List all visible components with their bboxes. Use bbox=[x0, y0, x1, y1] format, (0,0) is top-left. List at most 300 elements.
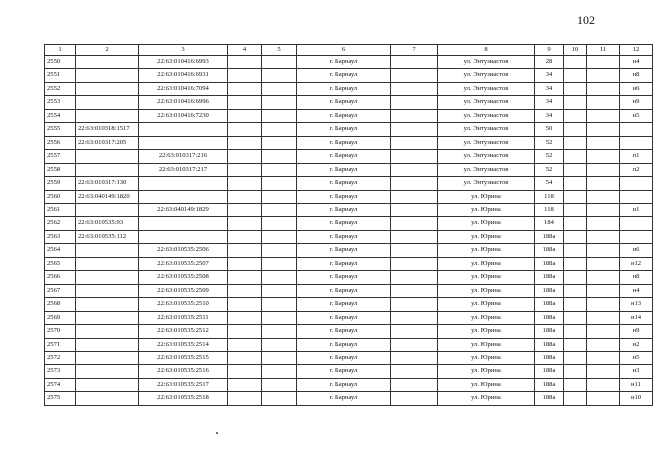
empty-cell bbox=[262, 123, 297, 136]
house-number-cell: 52 bbox=[535, 163, 564, 176]
empty-cell bbox=[587, 271, 620, 284]
city-cell: г. Барнаул bbox=[297, 365, 391, 378]
city-cell: г. Барнаул bbox=[297, 284, 391, 297]
room-cell bbox=[620, 177, 653, 190]
empty-cell bbox=[228, 136, 262, 149]
empty-cell bbox=[391, 109, 438, 122]
city-cell: г. Барнаул bbox=[297, 230, 391, 243]
city-cell: г. Барнаул bbox=[297, 109, 391, 122]
premises-number-cell: 22:63:010535:2512 bbox=[139, 325, 228, 338]
empty-cell bbox=[262, 136, 297, 149]
empty-cell bbox=[587, 257, 620, 270]
empty-cell bbox=[228, 392, 262, 405]
street-cell: ул. Юрина bbox=[438, 244, 535, 257]
room-cell: н3 bbox=[620, 365, 653, 378]
empty-cell bbox=[564, 69, 587, 82]
table-row bbox=[45, 56, 653, 69]
row-number-cell: 2562 bbox=[45, 217, 76, 230]
parcel-number-cell bbox=[76, 163, 139, 176]
room-cell: н11 bbox=[620, 378, 653, 391]
table-row bbox=[45, 82, 653, 95]
street-cell: ул. Юрина bbox=[438, 217, 535, 230]
house-number-cell: 188а bbox=[535, 230, 564, 243]
empty-cell bbox=[228, 82, 262, 95]
empty-cell bbox=[587, 392, 620, 405]
empty-cell bbox=[228, 257, 262, 270]
street-cell: ул. Юрина bbox=[438, 257, 535, 270]
registry-table-wrapper bbox=[44, 44, 653, 406]
empty-cell bbox=[391, 378, 438, 391]
room-cell: н4 bbox=[620, 56, 653, 69]
empty-cell bbox=[228, 217, 262, 230]
city-cell: г. Барнаул bbox=[297, 244, 391, 257]
empty-cell bbox=[587, 311, 620, 324]
parcel-number-cell bbox=[76, 325, 139, 338]
table-row bbox=[45, 338, 653, 351]
parcel-number-cell: 22:63:010317:205 bbox=[76, 136, 139, 149]
column-header: 3 bbox=[139, 45, 228, 56]
empty-cell bbox=[228, 351, 262, 364]
empty-cell bbox=[564, 56, 587, 69]
premises-number-cell: 22:63:010416:6996 bbox=[139, 96, 228, 109]
room-cell: н9 bbox=[620, 96, 653, 109]
empty-cell bbox=[587, 217, 620, 230]
parcel-number-cell: 22:63:040149:1820 bbox=[76, 190, 139, 203]
parcel-number-cell bbox=[76, 109, 139, 122]
parcel-number-cell bbox=[76, 150, 139, 163]
premises-number-cell: 22:63:010416:6931 bbox=[139, 69, 228, 82]
city-cell: г. Барнаул bbox=[297, 177, 391, 190]
room-cell bbox=[620, 123, 653, 136]
parcel-number-cell bbox=[76, 311, 139, 324]
parcel-number-cell: 22:63:010317:130 bbox=[76, 177, 139, 190]
empty-cell bbox=[564, 217, 587, 230]
street-cell: ул. Энтузиастов bbox=[438, 177, 535, 190]
table-row bbox=[45, 96, 653, 109]
house-number-cell: 50 bbox=[535, 123, 564, 136]
street-cell: ул. Юрина bbox=[438, 230, 535, 243]
empty-cell bbox=[587, 284, 620, 297]
house-number-cell: 118 bbox=[535, 203, 564, 216]
city-cell: г. Барнаул bbox=[297, 257, 391, 270]
premises-number-cell: 22:63:010317:217 bbox=[139, 163, 228, 176]
table-row bbox=[45, 177, 653, 190]
street-cell: ул. Юрина bbox=[438, 190, 535, 203]
empty-cell bbox=[228, 298, 262, 311]
column-header: 7 bbox=[391, 45, 438, 56]
premises-number-cell: 22:63:010416:7094 bbox=[139, 82, 228, 95]
premises-number-cell: 22:63:010535:2508 bbox=[139, 271, 228, 284]
table-row bbox=[45, 123, 653, 136]
empty-cell bbox=[587, 56, 620, 69]
house-number-cell: 34 bbox=[535, 109, 564, 122]
room-cell bbox=[620, 136, 653, 149]
empty-cell bbox=[564, 351, 587, 364]
empty-cell bbox=[587, 325, 620, 338]
empty-cell bbox=[587, 69, 620, 82]
table-row bbox=[45, 109, 653, 122]
row-number-cell: 2552 bbox=[45, 82, 76, 95]
empty-cell bbox=[391, 163, 438, 176]
empty-cell bbox=[262, 257, 297, 270]
empty-cell bbox=[564, 230, 587, 243]
table-row bbox=[45, 69, 653, 82]
empty-cell bbox=[262, 244, 297, 257]
empty-cell bbox=[391, 150, 438, 163]
empty-cell bbox=[587, 351, 620, 364]
empty-cell bbox=[391, 136, 438, 149]
premises-number-cell: 22:63:010416:7230 bbox=[139, 109, 228, 122]
empty-cell bbox=[391, 217, 438, 230]
house-number-cell: 188а bbox=[535, 298, 564, 311]
premises-number-cell bbox=[139, 230, 228, 243]
empty-cell bbox=[587, 338, 620, 351]
premises-number-cell bbox=[139, 123, 228, 136]
empty-cell bbox=[587, 298, 620, 311]
parcel-number-cell bbox=[76, 96, 139, 109]
premises-number-cell bbox=[139, 136, 228, 149]
empty-cell bbox=[587, 230, 620, 243]
table-row bbox=[45, 257, 653, 270]
parcel-number-cell bbox=[76, 203, 139, 216]
premises-number-cell: 22:63:010535:2514 bbox=[139, 338, 228, 351]
registry-table bbox=[44, 44, 653, 406]
row-number-cell: 2555 bbox=[45, 123, 76, 136]
empty-cell bbox=[262, 378, 297, 391]
street-cell: ул. Энтузиастов bbox=[438, 123, 535, 136]
empty-cell bbox=[262, 56, 297, 69]
house-number-cell: 28 bbox=[535, 56, 564, 69]
empty-cell bbox=[228, 230, 262, 243]
empty-cell bbox=[564, 298, 587, 311]
empty-cell bbox=[564, 96, 587, 109]
empty-cell bbox=[587, 136, 620, 149]
empty-cell bbox=[564, 325, 587, 338]
empty-cell bbox=[262, 325, 297, 338]
table-row bbox=[45, 150, 653, 163]
parcel-number-cell bbox=[76, 338, 139, 351]
room-cell: н14 bbox=[620, 311, 653, 324]
empty-cell bbox=[228, 271, 262, 284]
empty-cell bbox=[587, 163, 620, 176]
empty-cell bbox=[564, 271, 587, 284]
street-cell: ул. Энтузиастов bbox=[438, 96, 535, 109]
parcel-number-cell bbox=[76, 56, 139, 69]
empty-cell bbox=[228, 109, 262, 122]
empty-cell bbox=[564, 365, 587, 378]
city-cell: г. Барнаул bbox=[297, 271, 391, 284]
row-number-cell: 2550 bbox=[45, 56, 76, 69]
premises-number-cell: 22:63:040149:1829 bbox=[139, 203, 228, 216]
room-cell bbox=[620, 230, 653, 243]
row-number-cell: 2568 bbox=[45, 298, 76, 311]
table-row bbox=[45, 325, 653, 338]
city-cell: г. Барнаул bbox=[297, 163, 391, 176]
table-row bbox=[45, 163, 653, 176]
empty-cell bbox=[262, 69, 297, 82]
street-cell: ул. Энтузиастов bbox=[438, 69, 535, 82]
empty-cell bbox=[564, 163, 587, 176]
parcel-number-cell bbox=[76, 392, 139, 405]
row-number-cell: 2575 bbox=[45, 392, 76, 405]
empty-cell bbox=[228, 203, 262, 216]
table-row bbox=[45, 190, 653, 203]
empty-cell bbox=[262, 163, 297, 176]
row-number-cell: 2557 bbox=[45, 150, 76, 163]
empty-cell bbox=[228, 365, 262, 378]
empty-cell bbox=[228, 123, 262, 136]
empty-cell bbox=[391, 230, 438, 243]
header-row bbox=[45, 45, 653, 56]
room-cell bbox=[620, 190, 653, 203]
room-cell: н9 bbox=[620, 325, 653, 338]
premises-number-cell: 22:63:010535:2507 bbox=[139, 257, 228, 270]
street-cell: ул. Энтузиастов bbox=[438, 136, 535, 149]
empty-cell bbox=[228, 150, 262, 163]
premises-number-cell: 22:63:010535:2517 bbox=[139, 378, 228, 391]
row-number-cell: 2565 bbox=[45, 257, 76, 270]
house-number-cell: 188а bbox=[535, 271, 564, 284]
empty-cell bbox=[391, 311, 438, 324]
city-cell: г. Барнаул bbox=[297, 82, 391, 95]
parcel-number-cell: 22:63:010535:93 bbox=[76, 217, 139, 230]
table-row bbox=[45, 311, 653, 324]
house-number-cell: 188а bbox=[535, 284, 564, 297]
column-header: 1 bbox=[45, 45, 76, 56]
city-cell: г. Барнаул bbox=[297, 56, 391, 69]
row-number-cell: 2556 bbox=[45, 136, 76, 149]
empty-cell bbox=[564, 378, 587, 391]
premises-number-cell: 22:63:010535:2506 bbox=[139, 244, 228, 257]
row-number-cell: 2554 bbox=[45, 109, 76, 122]
street-cell: ул. Энтузиастов bbox=[438, 56, 535, 69]
row-number-cell: 2564 bbox=[45, 244, 76, 257]
empty-cell bbox=[391, 177, 438, 190]
column-header: 2 bbox=[76, 45, 139, 56]
row-number-cell: 2558 bbox=[45, 163, 76, 176]
house-number-cell: 188а bbox=[535, 365, 564, 378]
column-header: 6 bbox=[297, 45, 391, 56]
empty-cell bbox=[564, 150, 587, 163]
empty-cell bbox=[391, 203, 438, 216]
empty-cell bbox=[391, 69, 438, 82]
empty-cell bbox=[262, 217, 297, 230]
empty-cell bbox=[228, 378, 262, 391]
city-cell: г. Барнаул bbox=[297, 203, 391, 216]
column-header: 5 bbox=[262, 45, 297, 56]
empty-cell bbox=[564, 392, 587, 405]
empty-cell bbox=[262, 82, 297, 95]
empty-cell bbox=[564, 244, 587, 257]
empty-cell bbox=[564, 311, 587, 324]
house-number-cell: 188а bbox=[535, 392, 564, 405]
empty-cell bbox=[262, 284, 297, 297]
table-row bbox=[45, 217, 653, 230]
parcel-number-cell bbox=[76, 351, 139, 364]
empty-cell bbox=[564, 177, 587, 190]
empty-cell bbox=[391, 351, 438, 364]
house-number-cell: 188а bbox=[535, 338, 564, 351]
street-cell: ул. Энтузиастов bbox=[438, 150, 535, 163]
street-cell: ул. Юрина bbox=[438, 203, 535, 216]
premises-number-cell: 22:63:010535:2511 bbox=[139, 311, 228, 324]
table-row bbox=[45, 284, 653, 297]
room-cell: н4 bbox=[620, 284, 653, 297]
row-number-cell: 2563 bbox=[45, 230, 76, 243]
parcel-number-cell bbox=[76, 271, 139, 284]
empty-cell bbox=[391, 257, 438, 270]
city-cell: г. Барнаул bbox=[297, 217, 391, 230]
column-header: 12 bbox=[620, 45, 653, 56]
house-number-cell: 54 bbox=[535, 177, 564, 190]
table-row bbox=[45, 271, 653, 284]
empty-cell bbox=[587, 244, 620, 257]
parcel-number-cell bbox=[76, 69, 139, 82]
table-row bbox=[45, 365, 653, 378]
city-cell: г. Барнаул bbox=[297, 351, 391, 364]
empty-cell bbox=[391, 338, 438, 351]
room-cell: н13 bbox=[620, 298, 653, 311]
premises-number-cell: 22:63:010535:2516 bbox=[139, 365, 228, 378]
house-number-cell: 188а bbox=[535, 378, 564, 391]
empty-cell bbox=[564, 136, 587, 149]
stray-mark bbox=[216, 432, 218, 434]
empty-cell bbox=[564, 109, 587, 122]
empty-cell bbox=[587, 82, 620, 95]
parcel-number-cell bbox=[76, 257, 139, 270]
street-cell: ул. Юрина bbox=[438, 365, 535, 378]
table-row bbox=[45, 203, 653, 216]
city-cell: г. Барнаул bbox=[297, 96, 391, 109]
house-number-cell: 34 bbox=[535, 82, 564, 95]
empty-cell bbox=[564, 123, 587, 136]
empty-cell bbox=[262, 190, 297, 203]
street-cell: ул. Юрина bbox=[438, 271, 535, 284]
city-cell: г. Барнаул bbox=[297, 392, 391, 405]
empty-cell bbox=[587, 150, 620, 163]
empty-cell bbox=[391, 56, 438, 69]
street-cell: ул. Энтузиастов bbox=[438, 109, 535, 122]
street-cell: ул. Юрина bbox=[438, 284, 535, 297]
street-cell: ул. Юрина bbox=[438, 298, 535, 311]
empty-cell bbox=[587, 378, 620, 391]
empty-cell bbox=[587, 123, 620, 136]
premises-number-cell: 22:63:010535:2518 bbox=[139, 392, 228, 405]
city-cell: г. Барнаул bbox=[297, 338, 391, 351]
empty-cell bbox=[262, 150, 297, 163]
city-cell: г. Барнаул bbox=[297, 311, 391, 324]
empty-cell bbox=[228, 163, 262, 176]
table-row bbox=[45, 351, 653, 364]
room-cell: н1 bbox=[620, 203, 653, 216]
street-cell: ул. Юрина bbox=[438, 325, 535, 338]
empty-cell bbox=[228, 190, 262, 203]
empty-cell bbox=[564, 190, 587, 203]
house-number-cell: 34 bbox=[535, 69, 564, 82]
row-number-cell: 2574 bbox=[45, 378, 76, 391]
empty-cell bbox=[587, 365, 620, 378]
empty-cell bbox=[391, 271, 438, 284]
empty-cell bbox=[587, 203, 620, 216]
empty-cell bbox=[391, 365, 438, 378]
street-cell: ул. Юрина bbox=[438, 311, 535, 324]
empty-cell bbox=[391, 244, 438, 257]
parcel-number-cell bbox=[76, 82, 139, 95]
city-cell: г. Барнаул bbox=[297, 136, 391, 149]
room-cell: н8 bbox=[620, 69, 653, 82]
house-number-cell: 118 bbox=[535, 190, 564, 203]
empty-cell bbox=[391, 96, 438, 109]
room-cell: н6 bbox=[620, 244, 653, 257]
empty-cell bbox=[564, 257, 587, 270]
room-cell: н5 bbox=[620, 109, 653, 122]
empty-cell bbox=[564, 284, 587, 297]
empty-cell bbox=[262, 298, 297, 311]
room-cell: п1 bbox=[620, 150, 653, 163]
empty-cell bbox=[391, 82, 438, 95]
row-number-cell: 2572 bbox=[45, 351, 76, 364]
table-row bbox=[45, 392, 653, 405]
column-header: 11 bbox=[587, 45, 620, 56]
empty-cell bbox=[564, 203, 587, 216]
empty-cell bbox=[587, 109, 620, 122]
empty-cell bbox=[262, 230, 297, 243]
column-header: 4 bbox=[228, 45, 262, 56]
empty-cell bbox=[262, 365, 297, 378]
empty-cell bbox=[262, 177, 297, 190]
row-number-cell: 2553 bbox=[45, 96, 76, 109]
house-number-cell: 188а bbox=[535, 257, 564, 270]
empty-cell bbox=[262, 203, 297, 216]
empty-cell bbox=[391, 123, 438, 136]
table-row bbox=[45, 378, 653, 391]
parcel-number-cell bbox=[76, 365, 139, 378]
room-cell bbox=[620, 217, 653, 230]
empty-cell bbox=[228, 96, 262, 109]
room-cell: н8 bbox=[620, 271, 653, 284]
premises-number-cell: 22:63:010535:2510 bbox=[139, 298, 228, 311]
parcel-number-cell bbox=[76, 378, 139, 391]
parcel-number-cell: 22:63:010535:112 bbox=[76, 230, 139, 243]
house-number-cell: 188а bbox=[535, 325, 564, 338]
row-number-cell: 2571 bbox=[45, 338, 76, 351]
street-cell: ул. Энтузиастов bbox=[438, 163, 535, 176]
table-row bbox=[45, 298, 653, 311]
room-cell: н10 bbox=[620, 392, 653, 405]
empty-cell bbox=[262, 311, 297, 324]
row-number-cell: 2569 bbox=[45, 311, 76, 324]
room-cell: п2 bbox=[620, 163, 653, 176]
street-cell: ул. Юрина bbox=[438, 351, 535, 364]
street-cell: ул. Энтузиастов bbox=[438, 82, 535, 95]
empty-cell bbox=[262, 392, 297, 405]
empty-cell bbox=[228, 177, 262, 190]
street-cell: ул. Юрина bbox=[438, 378, 535, 391]
row-number-cell: 2560 bbox=[45, 190, 76, 203]
city-cell: г. Барнаул bbox=[297, 190, 391, 203]
column-header: 8 bbox=[438, 45, 535, 56]
empty-cell bbox=[262, 271, 297, 284]
table-row bbox=[45, 244, 653, 257]
premises-number-cell: 22:63:010535:2509 bbox=[139, 284, 228, 297]
row-number-cell: 2573 bbox=[45, 365, 76, 378]
row-number-cell: 2566 bbox=[45, 271, 76, 284]
empty-cell bbox=[391, 190, 438, 203]
room-cell: н2 bbox=[620, 338, 653, 351]
row-number-cell: 2559 bbox=[45, 177, 76, 190]
parcel-number-cell bbox=[76, 244, 139, 257]
parcel-number-cell: 22:63:010318:1517 bbox=[76, 123, 139, 136]
